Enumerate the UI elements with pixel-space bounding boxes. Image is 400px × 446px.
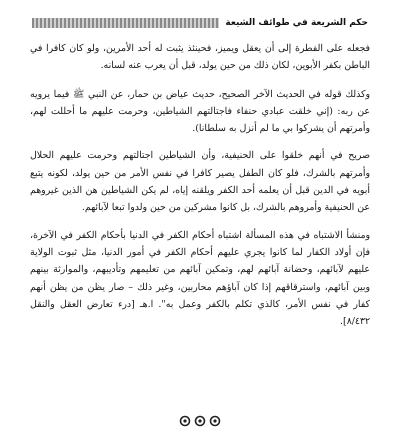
paragraph-2: وكذلك قوله في الحديث الآخر الصحيح، حديث عياض بن حمار، عن النبي ﷺ فيما يرويه عن ربه: (إني خلقت عبادي حنفاء فاجتالتهم الشياطين، وحرمت عليهم ما أحللت لهم، وأمرتهم أن يشركوا بي ما لم أنزل به سلطانا).	[30, 88, 370, 135]
paragraph-4: ومنشأ الاشتباه في هذه المسألة اشتباه أحكام الكفر في الدنيا بأحكام الكفر في الآخرة، فإن أولاد الكفار لما كانوا يجري عليهم أحكام الكفر في أمور الدنيا، مثل ثبوت الولاية عليهم لآبائهم، وحضانة آبائهم لهم، وتمكين آبائهم من تعليمهم وتأديبهم، والموارثة بينهم وبين آبائهم، واسترقاقهم إذا كان آباؤهم محاربين، وغير ذلك – صار يظن من يظن أنهم كفار في نفس الأمر، كالذي تكلم بالكفر وعمل به". ا.هـ [درء تعارض العقل والنقل ٨/٤٣٢].	[30, 229, 370, 328]
body-text	[30, 40, 370, 340]
page-footer	[0, 413, 400, 432]
paragraph-3: صريح في أنهم خلقوا على الحنيفية، وأن الشياطين اجتالتهم وحرمت عليهم الحلال وأمرتهم بالشرك، فلو كان الطفل يصير كافرا في نفس الأمر من حين يولد، لكونه يتبع أبويه في الدين قبل أن يعلمه أحد الكفر ويلقنه إياه، لم يكن الشياطين هن الذين غيروهم عن الحنيفية وأمروهم بالشرك، بل كانوا مشركين من حين ولدوا تبعا لآبائهم.	[30, 150, 370, 214]
running-header	[32, 16, 368, 30]
paragraph-1: فجعله على الفطرة إلى أن يعقل ويميز، فحينئذ يثبت له أحد الأمرين، ولو كان كافرا في الباطن بكفر الأبوين، لكان ذلك من حين يولد، قبل أن يعرب عنه لسانه.	[30, 43, 370, 72]
header-title: حكم الشريعة في طوائف الشيعة	[219, 16, 368, 30]
ornament-icon	[177, 414, 223, 428]
